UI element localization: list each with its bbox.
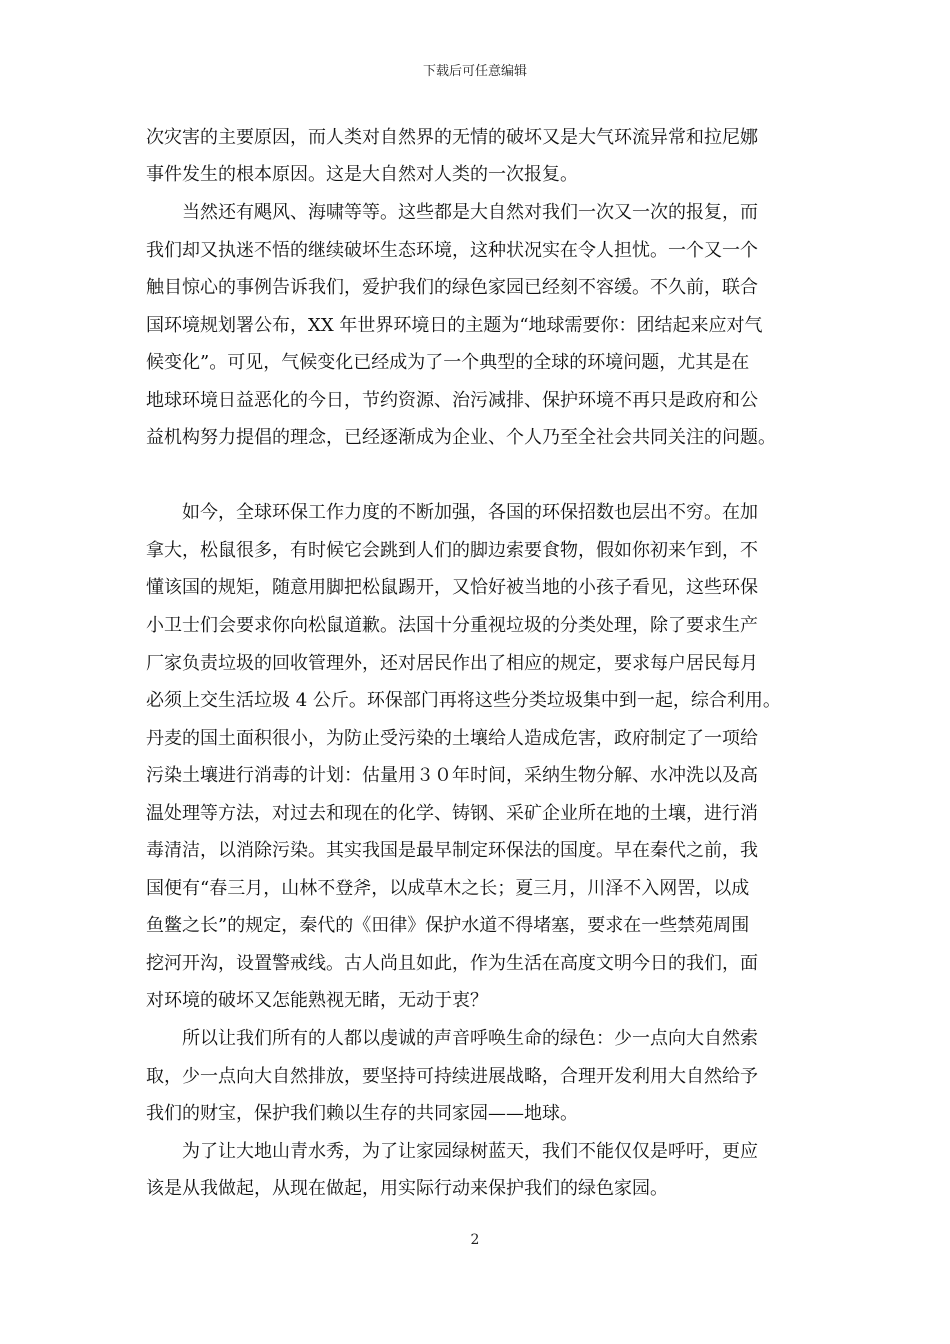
text-line: 挖河开沟，设置警戒线。古人尚且如此，作为生活在高度文明今日的我们，面 xyxy=(146,953,758,974)
text-line: 小卫士们会要求你向松鼠道歉。法国十分重视垃圾的分类处理，除了要求生产 xyxy=(146,615,758,636)
text-line: 我们却又执迷不悟的继续破坏生态环境，这种状况实在令人担忧。一个又一个 xyxy=(146,240,758,261)
text-line: 为了让大地山青水秀，为了让家园绿树蓝天，我们不能仅仅是呼吁，更应 xyxy=(146,1141,758,1162)
text-line: 取，少一点向大自然排放，要坚持可持续进展战略，合理开发利用大自然给予 xyxy=(146,1066,758,1087)
text-line: 对环境的破坏又怎能熟视无睹，无动于衷？ xyxy=(146,990,488,1011)
text-line: 丹麦的国土面积很小，为防止受污染的土壤给人造成危害，政府制定了一项给 xyxy=(146,728,758,749)
text-line: 益机构努力提倡的理念，已经逐渐成为企业、个人乃至全社会共同关注的问题。 xyxy=(146,427,776,448)
text-line: 鱼鳖之长”的规定，秦代的《田律》保护水道不得堵塞，要求在一些禁苑周围 xyxy=(146,915,750,936)
text-line: 必须上交生活垃圾 4 公斤。环保部门再将这些分类垃圾集中到一起，综合利用。 xyxy=(146,690,781,711)
page-header: 下载后可任意编辑 xyxy=(422,64,527,79)
text-line: 触目惊心的事例告诉我们，爱护我们的绿色家园已经刻不容缓。不久前，联合 xyxy=(146,277,758,298)
text-line: 我们的财宝，保护我们赖以生存的共同家园——地球。 xyxy=(146,1103,578,1124)
text-line: 拿大，松鼠很多，有时候它会跳到人们的脚边索要食物，假如你初来乍到，不 xyxy=(146,540,758,561)
text-line: 如今，全球环保工作力度的不断加强，各国的环保招数也层出不穷。在加 xyxy=(146,502,758,523)
text-line: 候变化”。可见，气候变化已经成为了一个典型的全球的环境问题，尤其是在 xyxy=(146,352,750,373)
text-line: 厂家负责垃圾的回收管理外，还对居民作出了相应的规定，要求每户居民每月 xyxy=(146,653,758,674)
text-line: 懂该国的规矩，随意用脚把松鼠踢开，又恰好被当地的小孩子看见，这些环保 xyxy=(146,577,758,598)
text-line: 温处理等方法，对过去和现在的化学、铸钢、采矿企业所在地的土壤，进行消 xyxy=(146,803,758,824)
text-line: 当然还有飓风、海啸等等。这些都是大自然对我们一次又一次的报复，而 xyxy=(146,202,758,223)
text-line: 事件发生的根本原因。这是大自然对人类的一次报复。 xyxy=(146,164,578,185)
text-line: 该是从我做起，从现在做起，用实际行动来保护我们的绿色家园。 xyxy=(146,1178,668,1199)
text-line: 地球环境日益恶化的今日，节约资源、治污减排、保护环境不再只是政府和公 xyxy=(146,390,758,411)
page-number: 2 xyxy=(470,1232,480,1248)
text-line: 国环境规划署公布，XX 年世界环境日的主题为“地球需要你：团结起来应对气 xyxy=(146,315,763,336)
text-line: 次灾害的主要原因，而人类对自然界的无情的破坏又是大气环流异常和拉尼娜 xyxy=(146,127,758,148)
text-line: 所以让我们所有的人都以虔诚的声音呼唤生命的绿色：少一点向大自然索 xyxy=(146,1028,758,1049)
text-line: 毒清洁，以消除污染。其实我国是最早制定环保法的国度。早在秦代之前，我 xyxy=(146,840,758,861)
text-line: 国便有“春三月，山林不登斧，以成草木之长；夏三月，川泽不入网罟，以成 xyxy=(146,878,750,899)
text-line: 污染土壤进行消毒的计划：估量用３０年时间，采纳生物分解、水冲洗以及高 xyxy=(146,765,758,786)
